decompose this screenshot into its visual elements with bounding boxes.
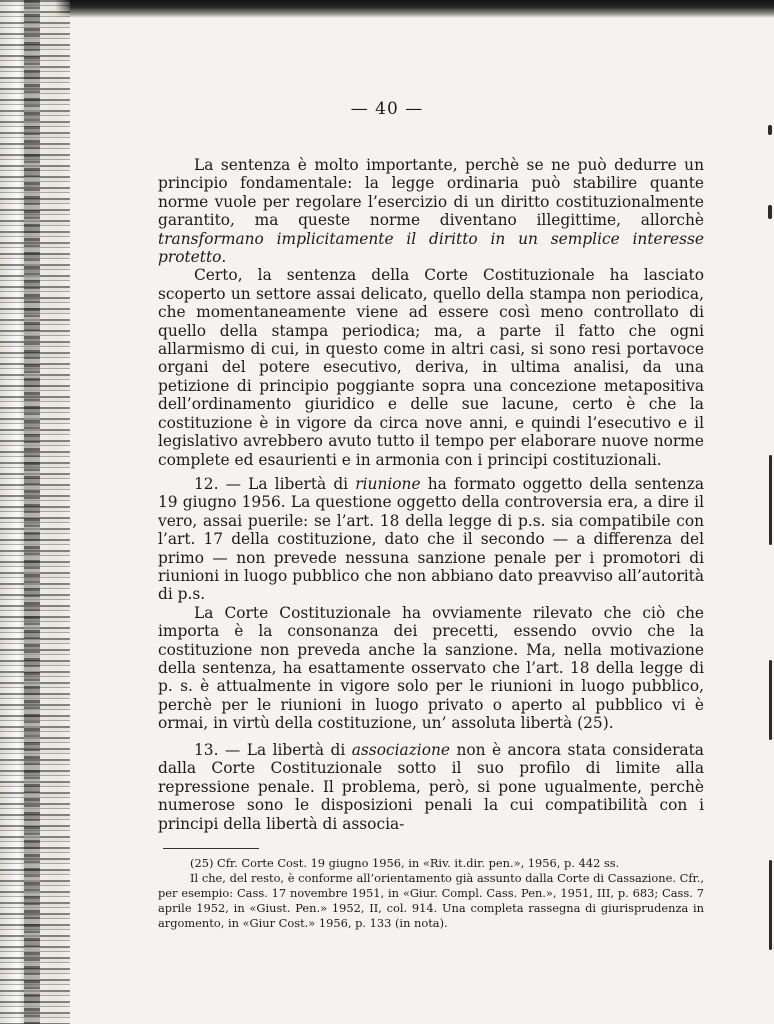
paragraph-corte: La Corte Costituzionale ha ovviamente rilevato che ciò che importa è la consonanza dei precetti, essendo ovvio che la costituzione non preveda anche la sanzione. Ma, nella motivazione della sentenza, ha esattamente osservato che l’art. 18 della legge di p. s. è attualmente in vigore solo per le riunioni in luogo pubblico, perchè per le riunioni in luogo privato o aperto al pubblico vi è ormai, in virtù della costituzione, un’ assoluta libertà (25). (158, 603, 704, 733)
footnote-rule (163, 848, 259, 849)
page-number: — 40 — (350, 99, 424, 119)
footnotes (158, 856, 704, 931)
section-12-text: ha formato oggetto della sentenza 19 giugno 1956. La questione oggetto della controversia era, a dire il vero, assai puerile: se l’art. 18 della legge di p.s. sia compatibile con l’art. 17 della costituzione, dato che il secondo — a differenza del primo — non prevede nessuna sanzione penale per i promotori di riunioni in luogo pubblico che non abbiano dato preavviso all’autorità di p.s. (158, 475, 704, 604)
binding-threads (24, 0, 40, 1024)
italic-phrase: transformano implicitamente il diritto in un semplice interesse protetto (158, 229, 704, 267)
paragraph-certo: Certo, la sentenza della Corte Costituzionale ha lasciato scoperto un settore assai delicato, quello della stampa non periodica, che momentaneamente viene ad essere così meno controllato di quello della stampa periodica; ma, a parte il fatto che ogni allarmismo di cui, in questo come in altri casi, si sono resi portavoce organi del potere esecutivo, deriva, in ultima analisi, da una petizione di principio poggiante sopra una concezione metapositiva dell’ordinamento giuridico e delle sue lacune, certo è che la costituzione è in vigore da circa nove anni, e quindi l’esecutivo e il legislativo avrebbero avuto tutto il tempo per elaborare nuove norme complete ed esaurienti e in armonia con i principi costituzionali. (158, 266, 704, 469)
paragraph-text: La sentenza è molto importante, perchè se ne può dedurre un principio fondamentale: la legge ordinaria può stabilire quante norme vuole per regolare l’esercizio di un diritto costituzionalmente garantito, ma queste norme diventano illegittime, allorchè (158, 156, 704, 230)
paragraph-section-12 (158, 475, 704, 604)
page-top-shadow (0, 0, 774, 18)
italic-associazione: associazione (351, 741, 451, 759)
text-block-section-12 (158, 475, 704, 733)
footnote-25-continued: Il che, del resto, è conforme all’orientamento già assunto dalla Corte di Cassazione. Cfr., per esempio: Cass. 17 novembre 1951, in «Giur. Compl. Cass. Pen.», 1951, III, p. 683; Cass. 7 aprile 1952, in «Giust. Pen.» 1952, II, col. 914. Una completa rassegna di giurisprudenza in argomento, in «Giur Cost.» 1956, p. 133 (in nota). (158, 871, 704, 930)
paragraph-section-13 (158, 741, 704, 833)
text-block-top (158, 156, 704, 469)
text-block-section-13 (158, 741, 704, 833)
section-13-text: non è ancora stata considerata dalla Corte Costituzionale sotto il suo profilo di limite alla repressione penale. Il problema, però, si pone ugualmente, perchè numerose sono le disposizioni penali la cui compatibilità con i principi della libertà di associa- (158, 741, 704, 833)
paragraph-sentenza (158, 156, 704, 266)
italic-riunione: riunione (355, 475, 421, 493)
right-edge-marks (760, 0, 774, 1024)
paragraph-end: . (221, 248, 227, 267)
section-13-heading: 13. — La libertà di (194, 741, 352, 759)
section-12-heading: 12. — La libertà di (194, 475, 356, 493)
footnote-25: (25) Cfr. Corte Cost. 19 giugno 1956, in «Riv. it.dir. pen.», 1956, p. 442 ss. (190, 856, 620, 870)
